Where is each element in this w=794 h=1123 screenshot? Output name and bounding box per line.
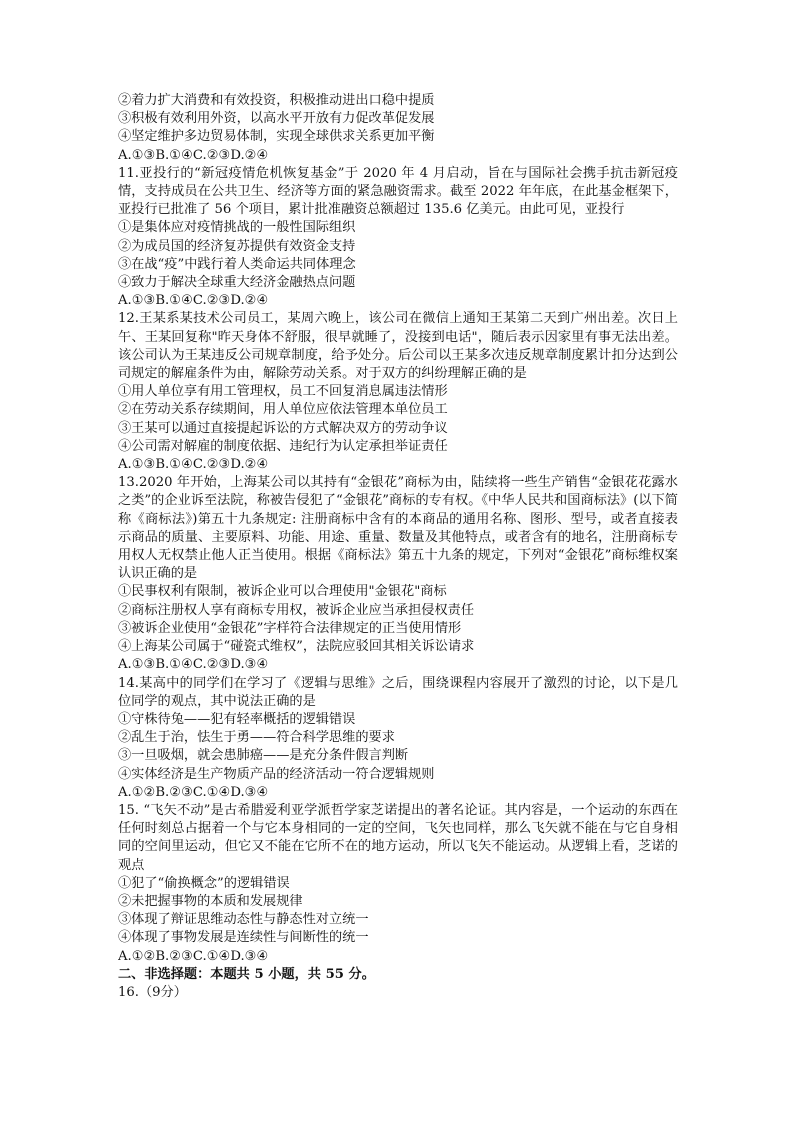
q12-option-4: ④公司需对解雇的制度依据、违纪行为认定承担举证责任 (118, 438, 448, 454)
q11-stem: 11.亚投行的“新冠疫情危机恢复基金”于 2020 年 4 月启动，旨在与国际社会携手抗击新冠疫情，支持成员在公共卫生、经济等方面的紧急融资需求。截至 2022 年年底，在此基金框架下，亚投行已批准了 56 个项目，累计批准融资总额超过 135.6 亿美元。由此可见，亚投行 (118, 165, 678, 218)
q12-stem: 12.王某系某技术公司员工，某周六晚上，该公司在微信上通知王某第二天到广州出差。次日上午、王某回复称"昨天身体不舒服，很早就睡了，没接到电话"，随后表示因家里有事无法出差。该公司认为王某违反公司规章制度，给予处分。后公司以王某多次违反规章制度累计扣分达到公司规定的解雇条件为由，解除劳动关系。对于双方的纠纷理解正确的是 (118, 311, 678, 382)
q12-option-2: ②在劳动关系存续期间，用人单位应依法管理本单位员工 (118, 402, 448, 418)
q10-option-2: ②着力扩大消费和有效投资，积极推动进出口稳中提质 (118, 93, 435, 108)
q14-option-1: ①守株待兔——犯有轻率概括的逻辑错误 (118, 711, 356, 727)
q12-answers: A.①③B.①④C.②③D.②④ (118, 457, 269, 473)
q13-answers: A.①③B.①④C.②③D.③④ (118, 657, 269, 673)
question-11 (118, 165, 678, 311)
exam-page (118, 92, 678, 1002)
q12-option-3: ③王某可以通过直接提起诉讼的方式解决双方的劳动争议 (118, 420, 448, 436)
q14-option-2: ②乱生于治，怯生于勇——符合科学思维的要求 (118, 730, 395, 746)
q15-option-4: ④体现了事物发展是连续性与间断性的统一 (118, 930, 369, 946)
section-2 (118, 966, 678, 1002)
q13-option-1: ①民事权利有限制，被诉企业可以合理使用"金银花"商标 (118, 584, 447, 600)
q14-answers: A.①②B.②③C.①④D.③④ (118, 784, 269, 800)
q15-option-3: ③体现了辩证思维动态性与静态性对立统一 (118, 912, 369, 928)
q10-answers: A.①③B.①④C.②③D.②④ (118, 147, 269, 163)
q15-answers: A.①②B.②③C.①④D.③④ (118, 948, 269, 964)
question-12 (118, 310, 678, 474)
q13-option-2: ②商标注册权人享有商标专用权，被诉企业应当承担侵权责任 (118, 602, 475, 618)
q11-option-4: ④致力于解决全球重大经济金融热点问题 (118, 275, 356, 291)
question-13 (118, 474, 678, 674)
q11-answers: A.①③B.①④C.②③D.②④ (118, 293, 269, 309)
q11-option-2: ②为成员国的经济复苏提供有效资金支持 (118, 238, 356, 254)
q11-option-3: ③在战“疫”中践行着人类命运共同体理念 (118, 256, 356, 272)
q13-option-3: ③被诉企业使用“金银花”字样符合法律规定的正当使用情形 (118, 620, 462, 636)
section-2-heading: 二、非选择题：本题共 5 小题，共 55 分。 (118, 966, 375, 982)
question-10-tail (118, 92, 678, 165)
q14-option-4: ④实体经济是生产物质产品的经济活动一符合逻辑规则 (118, 766, 435, 782)
q13-option-4: ④上海某公司属于“碰瓷式维权”，法院应驳回其相关诉讼请求 (118, 639, 475, 655)
q12-option-1: ①用人单位享有用工管理权，员工不回复消息属违法情形 (118, 384, 448, 400)
q14-stem: 14.某高中的同学们在学习了《逻辑与思维》之后，围绕课程内容展开了激烈的讨论，以下是几位同学的观点，其中说法正确的是 (118, 675, 678, 709)
q10-option-3: ③积极有效利用外资，以高水平开放有力促改革促发展 (118, 111, 435, 127)
q14-option-3: ③一旦吸烟，就会患肺癌——是充分条件假言判断 (118, 748, 409, 764)
q10-option-4: ④坚定维护多边贸易体制，实现全球供求关系更加平衡 (118, 129, 435, 145)
q15-option-1: ①犯了“偷换概念”的逻辑错误 (118, 875, 290, 891)
question-14 (118, 675, 678, 802)
q15-option-2: ②未把握事物的本质和发展规律 (118, 893, 303, 909)
question-16-label: 16.（9分） (118, 984, 187, 1000)
q11-option-1: ①是集体应对疫情挑战的一般性国际组织 (118, 220, 356, 236)
q15-stem: 15. “飞矢不动”是古希腊爱利亚学派哲学家芝诺提出的著名论证。其内容是，一个运动的东西在任何时刻总占据着一个与它本身相同的一定的空间，飞矢也同样，那么飞矢就不能在与它自身相同的空间里运动，但它又不能在它所不在的地方运动，所以飞矢不能运动。从逻辑上看，芝诺的观点 (118, 802, 678, 873)
q13-stem: 13.2020 年开始，上海某公司以其持有“金银花”商标为由，陆续将一些生产销售“金银花花露水之类”的企业诉至法院，称被告侵犯了“金银花”商标的专有权。《中华人民共和国商标法》(以下简称《商标法》)第五十九条规定: 注册商标中含有的本商品的通用名称、图形、型号，或者直接表示商品的质量、主要原料、功能、用途、重量、数量及其他特点，或者含有的地名，注册商标专用权人无权禁止他人正当使用。根据《商标法》第五十九条的规定，下列对“金银花”商标维权案认识正确的是 (118, 475, 678, 582)
question-15 (118, 802, 678, 966)
